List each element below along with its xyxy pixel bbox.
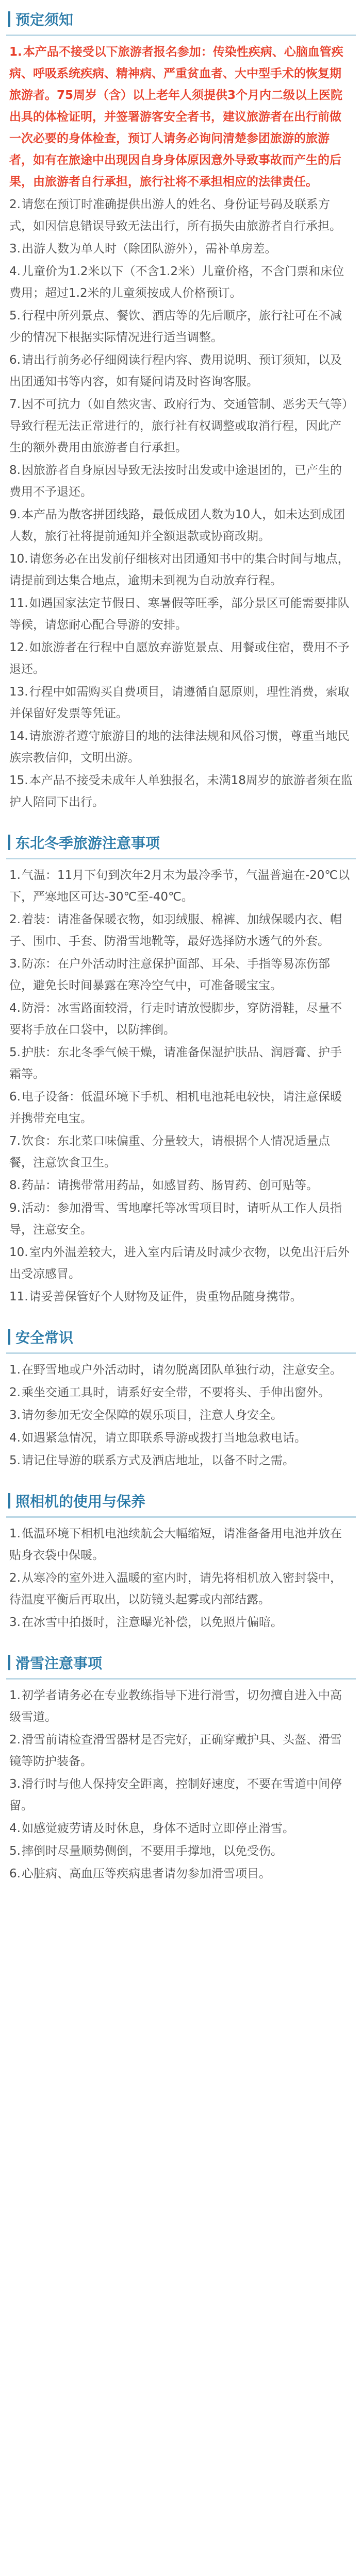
item-text: 饮食：东北菜口味偏重、分量较大，请根据个人情况适量点餐，注意饮食卫生。 [9, 1134, 330, 1170]
list-item [6, 1042, 356, 1085]
item-text: 药品：请携带常用药品，如感冒药、肠胃药、创可贴等。 [21, 1179, 318, 1192]
list-item [6, 1612, 356, 1633]
section-marker-icon [8, 1655, 10, 1670]
section-marker-icon [8, 1329, 10, 1345]
section-header [6, 1321, 356, 1354]
list-item [6, 1567, 356, 1611]
item-number: 8. [9, 464, 21, 477]
section-marker-icon [8, 835, 10, 850]
item-text: 气温：11月下旬到次年2月末为最冷季节，气温普遍在-20℃以下，严寒地区可达-30℃至-40℃。 [9, 869, 350, 904]
item-text: 低温环境下相机电池续航会大幅缩短，请准备备用电池并放在贴身衣袋中保暖。 [9, 1527, 342, 1562]
list-item [6, 261, 356, 304]
item-number: 3. [9, 1616, 21, 1629]
item-number: 6. [9, 1867, 21, 1880]
list-item [6, 725, 356, 769]
list-item [6, 460, 356, 503]
item-number: 8. [9, 1179, 21, 1192]
item-number: 7. [9, 398, 21, 411]
page-root [6, 3, 356, 1885]
section [6, 826, 356, 1308]
item-text: 从寒冷的室外进入温暖的室内时，请先将相机放入密封袋中，待温度平衡后再取出，以防镜头起雾或内部结露。 [9, 1571, 342, 1606]
list-item [6, 238, 356, 260]
section-header [6, 3, 356, 36]
list-item [6, 592, 356, 636]
item-number: 3. [9, 957, 21, 971]
item-number: 3. [9, 1777, 21, 1791]
list-item [6, 1840, 356, 1862]
item-number: 5. [9, 1046, 21, 1059]
list-item [6, 1729, 356, 1772]
item-number: 2. [9, 198, 21, 211]
item-text: 请记住导游的联系方式及酒店地址，以备不时之需。 [21, 1454, 294, 1467]
item-text: 防滑：冰雪路面较滑，行走时请放慢脚步，穿防滑鞋，尽量不要将手放在口袋中，以防摔倒。 [9, 1002, 342, 1037]
item-number: 15. [9, 774, 28, 787]
list-item [6, 1685, 356, 1728]
section [6, 1321, 356, 1471]
list-item [6, 194, 356, 237]
item-text: 摔倒时尽量顺势侧倒，不要用手撑地，以免受伤。 [21, 1844, 283, 1858]
section-title: 滑雪注意事项 [15, 1654, 103, 1672]
item-text: 室内外温差较大，进入室内后请及时减少衣物，以免出汗后外出受凉感冒。 [9, 1246, 350, 1281]
item-number: 6. [9, 353, 21, 367]
item-number: 11. [9, 1290, 28, 1303]
list-item [6, 1286, 356, 1308]
list-item [6, 1523, 356, 1566]
item-text: 因旅游者自身原因导致无法按时出发或中途退团的，已产生的费用不予退还。 [9, 464, 342, 499]
item-number: 1. [9, 869, 21, 882]
item-text: 着装：请准备保暖衣物，如羽绒服、棉裤、加绒保暖内衣、帽子、围巾、手套、防滑雪地靴等，最好选择防水透气的外套。 [9, 913, 342, 948]
item-text: 如感觉疲劳请及时休息，身体不适时立即停止滑雪。 [21, 1822, 294, 1835]
item-number: 4. [9, 1822, 21, 1835]
item-text: 本产品不接受未成年人单独报名，未满18周岁的旅游者须在监护人陪同下出行。 [9, 774, 353, 809]
list-item [6, 1175, 356, 1196]
item-number: 2. [9, 1386, 21, 1399]
list-item [6, 1382, 356, 1403]
item-text: 初学者请务必在专业教练指导下进行滑雪，切勿擅自进入中高级雪道。 [9, 1689, 342, 1724]
section [6, 1485, 356, 1633]
list-item [6, 1197, 356, 1241]
list-item [6, 41, 356, 193]
item-number: 3. [9, 242, 21, 256]
item-text: 护肤：东北冬季气候干燥，请准备保湿护肤品、润唇膏、护手霜等。 [9, 1046, 342, 1081]
list-item [6, 548, 356, 591]
list-item [6, 1818, 356, 1839]
item-text: 行程中如需购买自费项目，请遵循自愿原则，理性消费，索取并保留好发票等凭证。 [9, 685, 350, 720]
list-item [6, 305, 356, 348]
section-header [6, 1485, 356, 1518]
list-item [6, 504, 356, 547]
item-number: 4. [9, 1431, 21, 1445]
item-text: 因不可抗力（如自然灾害、政府行为、交通管制、恶劣天气等）导致行程无法正常进行的，旅行社有权调整或取消行程，因此产生的额外费用由旅游者自行承担。 [9, 398, 348, 454]
item-text: 心脏病、高血压等疾病患者请勿参加滑雪项目。 [21, 1867, 271, 1880]
item-text: 滑雪前请检查滑雪器材是否完好，正确穿戴护具、头盔、滑雪镜等防护装备。 [9, 1733, 342, 1768]
item-text: 滑行时与他人保持安全距离，控制好速度，不要在雪道中间停留。 [9, 1777, 342, 1812]
item-text: 在野雪地或户外活动时，请勿脱离团队单独行动，注意安全。 [21, 1363, 342, 1377]
list-item [6, 997, 356, 1041]
list-item [6, 1404, 356, 1426]
list-item [6, 394, 356, 459]
item-text: 行程中所列景点、餐饮、酒店等的先后顺序，旅行社可在不减少的情况下根据实际情况进行适当调整。 [9, 309, 342, 344]
section-header [6, 1647, 356, 1680]
item-text: 本产品不接受以下旅游者报名参加：传染性疾病、心脑血管疾病、呼吸系统疾病、精神病、严重贫血者、大中型手术的恢复期旅游者。75周岁（含）以上老年人须提供3个月内二级以上医院出具的体检证明，并签署游客安全者书，建议旅游者在出行前做一次必要的身体检查，预订人请务必询问清楚参团旅游的旅游者，如有在旅途中出现因自身身体原因意外导致事故而产生的后果，由旅游者自行承担，旅行社将不承担相应的法律责任。 [9, 45, 343, 189]
item-number: 10. [9, 552, 28, 566]
item-text: 防冻：在户外活动时注意保护面部、耳朵、手指等易冻伤部位，避免长时间暴露在寒冷空气中，可准备暖宝宝。 [9, 957, 330, 992]
item-number: 9. [9, 508, 21, 521]
item-number: 4. [9, 265, 21, 278]
item-number: 5. [9, 1844, 21, 1858]
item-number: 12. [9, 641, 28, 654]
item-text: 如遇紧急情况，请立即联系导游或拨打当地急救电话。 [21, 1431, 306, 1445]
item-number: 7. [9, 1134, 21, 1148]
section [6, 3, 356, 813]
item-text: 如旅游者在行程中自愿放弃游览景点、用餐或住宿，费用不予退还。 [9, 641, 350, 676]
list-item [6, 681, 356, 724]
item-text: 请勿参加无安全保障的娱乐项目，注意人身安全。 [21, 1409, 283, 1422]
list-item [6, 1086, 356, 1129]
item-number: 3. [9, 1409, 21, 1422]
list-item [6, 865, 356, 908]
item-number: 2. [9, 913, 21, 926]
section-header [6, 826, 356, 859]
item-text: 活动：参加滑雪、雪地摩托等冰雪项目时，请听从工作人员指导，注意安全。 [9, 1201, 342, 1236]
item-number: 9. [9, 1201, 21, 1215]
item-number: 2. [9, 1571, 21, 1585]
section-title: 东北冬季旅游注意事项 [15, 834, 160, 852]
list-item [6, 1863, 356, 1885]
item-number: 1. [9, 1527, 21, 1540]
item-text: 电子设备：低温环境下手机、相机电池耗电较快，请注意保暖并携带充电宝。 [9, 1090, 342, 1125]
item-text: 在冰雪中拍摄时，注意曝光补偿，以免照片偏暗。 [21, 1616, 283, 1629]
item-text: 请旅游者遵守旅游目的地的法律法规和风俗习惯，尊重当地民族宗教信仰，文明出游。 [9, 730, 350, 765]
item-number: 13. [9, 685, 28, 699]
item-number: 1. [9, 1689, 21, 1702]
list-item [6, 1773, 356, 1817]
item-text: 如遇国家法定节假日、寒暑假等旺季，部分景区可能需要排队等候，请您耐心配合导游的安排。 [9, 597, 350, 632]
item-number: 5. [9, 1454, 21, 1467]
list-item [6, 349, 356, 393]
item-number: 10. [9, 1246, 28, 1259]
item-number: 1. [9, 1363, 21, 1377]
item-text: 乘坐交通工具时，请系好安全带，不要将头、手伸出窗外。 [21, 1386, 330, 1399]
list-item [6, 909, 356, 952]
list-item [6, 770, 356, 813]
section-title: 照相机的使用与保养 [15, 1493, 146, 1510]
item-number: 4. [9, 1002, 21, 1015]
item-number: 14. [9, 730, 28, 743]
list-item [6, 637, 356, 680]
section-title: 预定须知 [15, 11, 74, 28]
section-marker-icon [8, 1493, 10, 1509]
item-text: 出游人数为单人时（除团队游外），需补单房差。 [21, 242, 277, 256]
list-item [6, 1450, 356, 1471]
item-number: 6. [9, 1090, 21, 1104]
list-item [6, 1359, 356, 1381]
item-text: 本产品为散客拼团线路，最低成团人数为10人，如未达到成团人数，旅行社将提前通知并全额退款或协商改期。 [9, 508, 345, 543]
item-text: 请您务必在出发前仔细核对出团通知书中的集合时间与地点，请提前到达集合地点，逾期未到视为自动放弃行程。 [9, 552, 350, 587]
item-text: 请妥善保管好个人财物及证件，贵重物品随身携带。 [29, 1290, 302, 1303]
item-text: 儿童价为1.2米以下（不含1.2米）儿童价格，不含门票和床位费用；超过1.2米的儿童须按成人价格预订。 [9, 265, 344, 300]
section-title: 安全常识 [15, 1329, 74, 1346]
list-item [6, 1427, 356, 1449]
list-item [6, 1242, 356, 1285]
item-number: 2. [9, 1733, 21, 1747]
item-number: 1. [9, 45, 22, 59]
section-marker-icon [8, 11, 10, 27]
item-number: 11. [9, 597, 28, 610]
item-text: 请您在预订时准确提供出游人的姓名、身份证号码及联系方式，如因信息错误导致无法出行，所有损失由旅游者自行承担。 [9, 198, 341, 233]
list-item [6, 953, 356, 996]
section [6, 1647, 356, 1885]
item-number: 5. [9, 309, 21, 323]
item-text: 请出行前务必仔细阅读行程内容、费用说明、预订须知，以及出团通知书等内容，如有疑问请及时咨询客服。 [9, 353, 342, 388]
list-item [6, 1130, 356, 1174]
